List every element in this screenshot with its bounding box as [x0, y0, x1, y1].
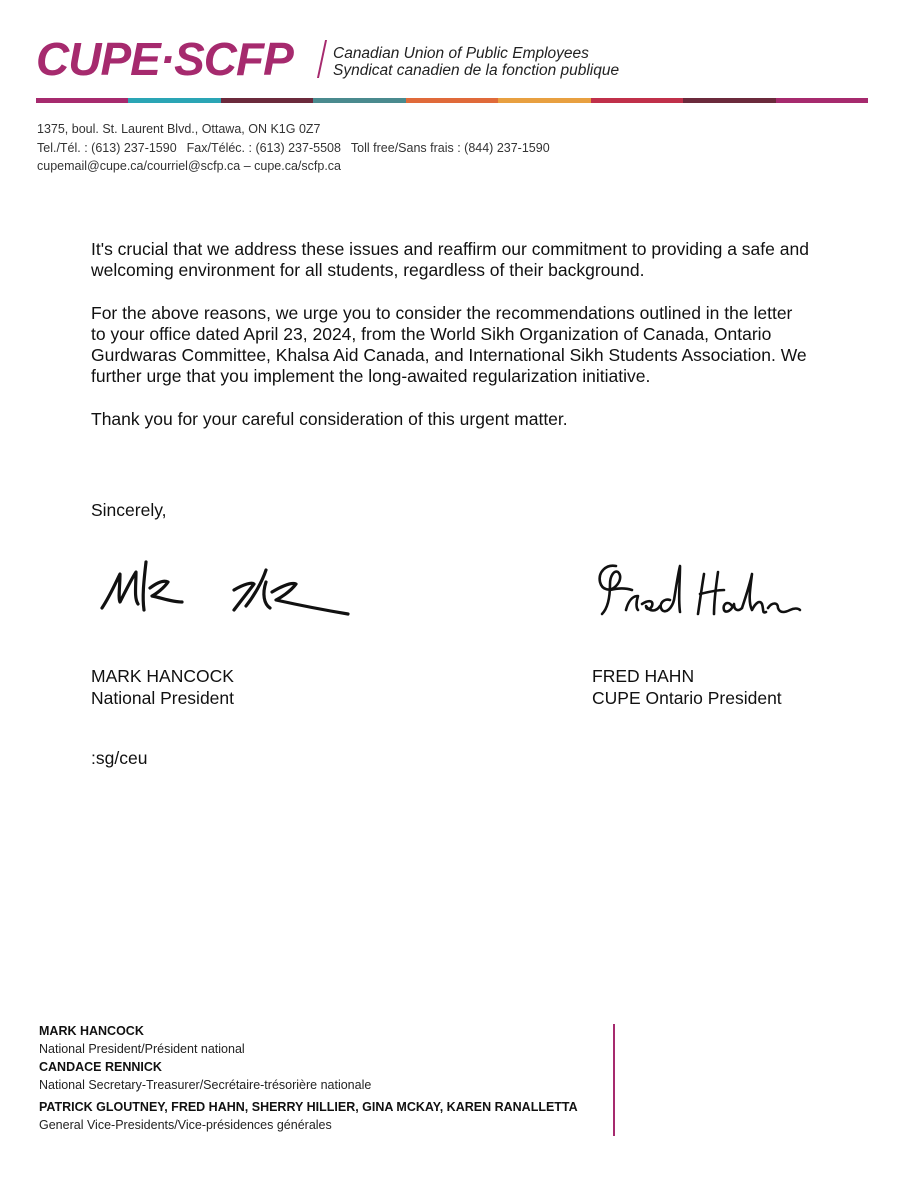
footer-divider	[613, 1024, 615, 1136]
email-web-line: cupemail@cupe.ca/courriel@scfp.ca – cupe.ca/scfp.ca	[37, 159, 341, 173]
signer-name: FRED HAHN	[592, 666, 695, 686]
footer-officers	[39, 1022, 578, 1134]
stripe-segment	[313, 98, 405, 103]
stripe-segment	[406, 98, 498, 103]
mark-hancock-signature-icon	[96, 552, 352, 624]
signer-title: National President	[91, 687, 234, 708]
organization-names	[333, 45, 619, 79]
paragraph: For the above reasons, we urge you to consider the recommendations outlined in the letter to your office dated April 23, 2024, from the World Sikh Organization of Canada, Ontario Gurdwaras Committee, Khalsa Aid Canada, and International Sikh Students Association. We further urge that you implement the long-awaited regularization initiative.	[91, 302, 807, 387]
closing: Sincerely,	[91, 500, 167, 520]
color-stripe	[36, 98, 868, 103]
typist-initials: :sg/ceu	[91, 748, 148, 768]
signer-title: CUPE Ontario President	[592, 687, 782, 708]
cupe-scfp-logo: CUPE·SCFP	[36, 33, 293, 85]
stripe-segment	[683, 98, 775, 103]
stripe-segment	[498, 98, 590, 103]
stripe-segment	[776, 98, 868, 103]
fred-hahn-signature-icon	[592, 560, 804, 624]
stripe-segment	[221, 98, 313, 103]
org-name-english: Canadian Union of Public Employees	[333, 45, 589, 62]
signer-name: MARK HANCOCK	[91, 666, 234, 686]
signer-block	[91, 666, 234, 709]
president-name: MARK HANCOCK	[39, 1024, 144, 1038]
phone-line	[37, 139, 550, 158]
vice-presidents-title: General Vice-Presidents/Vice-présidences générales	[39, 1118, 332, 1132]
letter-body	[91, 239, 811, 451]
paragraph: It's crucial that we address these issues and reaffirm our commitment to providing a safe and welcoming environment for all students, regardless of their background.	[91, 239, 809, 281]
toll-free: Toll free/Sans frais : (844) 237-1590	[350, 140, 550, 155]
signer-block	[592, 666, 782, 709]
vice-presidents-names: PATRICK GLOUTNEY, FRED HAHN, SHERRY HILLIER, GINA MCKAY, KAREN RANALLETTA	[39, 1100, 578, 1114]
treasurer-title: National Secretary-Treasurer/Secrétaire-trésorière nationale	[39, 1078, 372, 1092]
address-line: 1375, boul. St. Laurent Blvd., Ottawa, ON K1G 0Z7	[37, 122, 321, 136]
paragraph: Thank you for your careful consideration of this urgent matter.	[91, 408, 568, 429]
org-name-french: Syndicat canadien de la fonction publique	[333, 62, 620, 79]
stripe-segment	[36, 98, 128, 103]
fax: Fax/Téléc. : (613) 237-5508	[186, 140, 341, 155]
logo-divider	[317, 40, 327, 78]
address-block	[37, 120, 550, 176]
telephone: Tel./Tél. : (613) 237-1590	[37, 140, 177, 155]
treasurer-name: CANDACE RENNICK	[39, 1060, 162, 1074]
president-title: National President/Président national	[39, 1042, 245, 1056]
stripe-segment	[128, 98, 220, 103]
stripe-segment	[591, 98, 683, 103]
